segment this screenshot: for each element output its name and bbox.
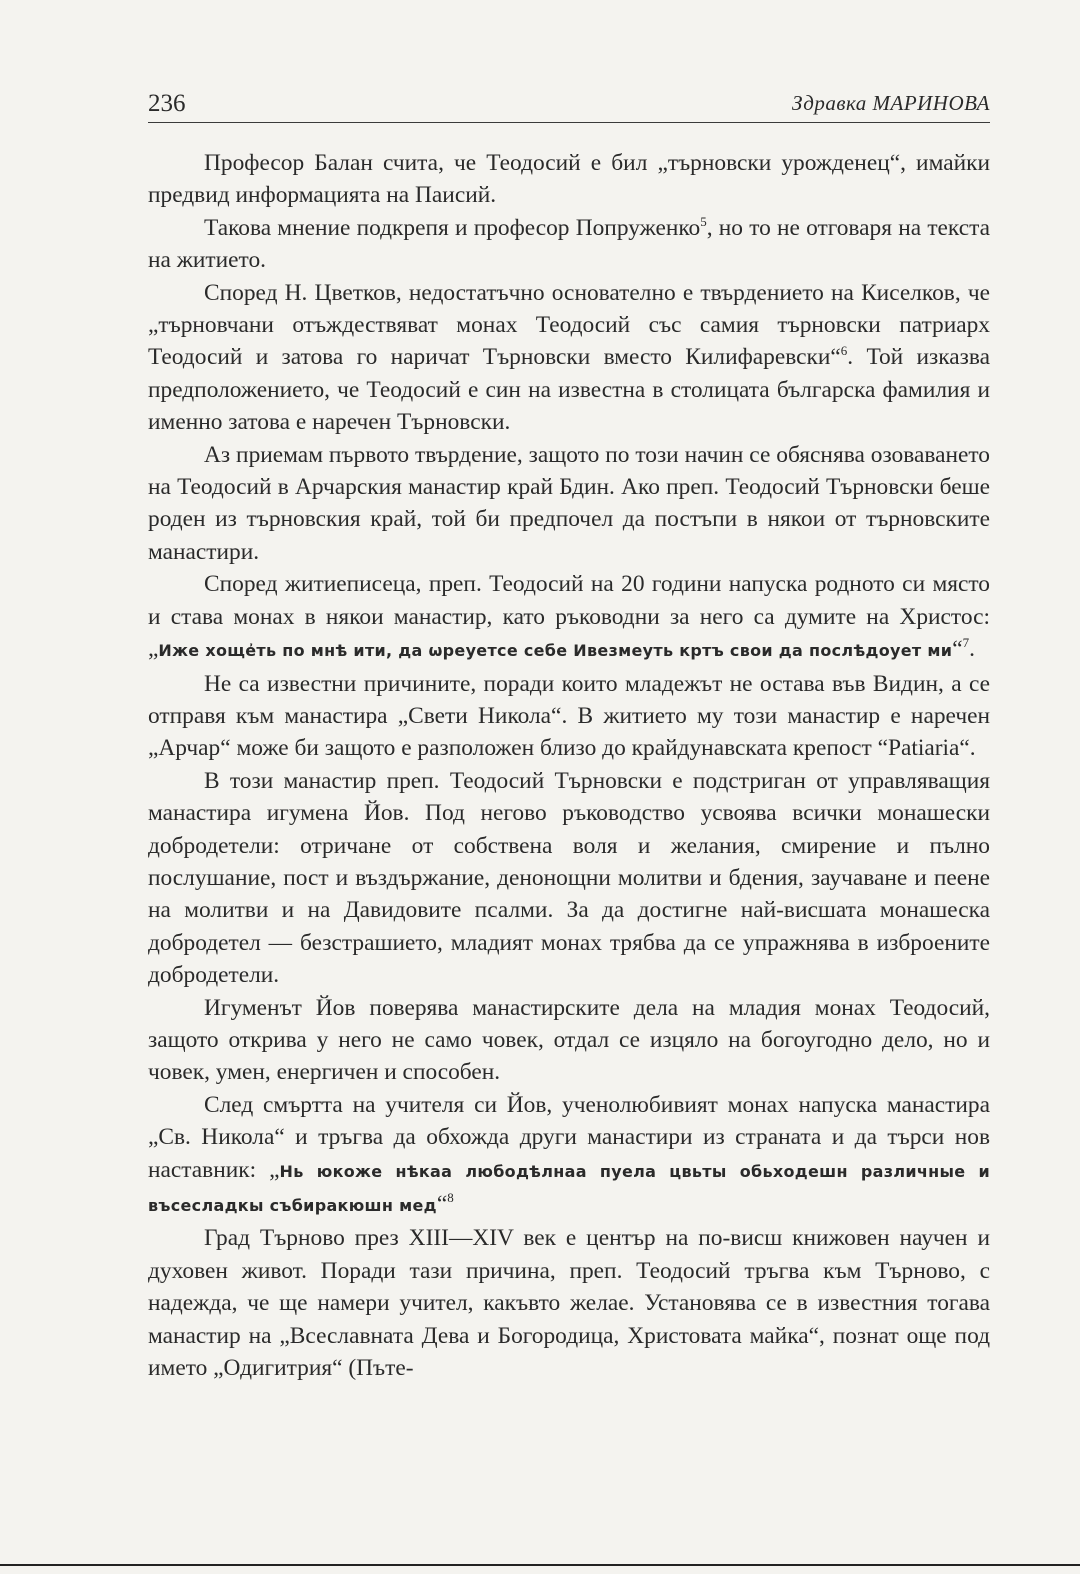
old-slavonic-quote: Нь юкоже нѣкаа любодѣлнаа пуела цвьты обьходешн различные и въсесладкы събиракюшн мед <box>148 1161 991 1215</box>
footnote-ref: 7 <box>962 635 970 651</box>
paragraph: След смъртта на учителя си Йов, ученолюбивият монах напуска манастира „Св. Никола“ и тръгва да обхожда други манастири из страната и да търси нов наставник: „Нь юкоже нѣкаа любодѣлнаа пуела цвьты обьходешн различные и въсесладкы събиракюшн мед“$^8$ <box>148 1091 991 1217</box>
paragraph: Аз приемам първото твърдение, защото по този начин се обяснява озоваването на Теодосий в Арчарския манастир край Бдин. Ако преп. Теодосий Търновски беше роден из търновския край, той би предпочел да постъпи в някои от търновските манастири. <box>148 441 990 565</box>
page-number: 236 <box>148 90 186 117</box>
paragraph: Град Търново през XIII—XIV век е център на по-висш книжовен научен и духовен живот. Поради тази причина, преп. Теодосий тръгва към Търново, с надежда, че ще намери учител, какъвто желае. Установява се в известния тогава манастир на „Всеславната Дева и Богородица, Христовата майка“, познат още под името „Одигитрия“ (Пъте- <box>148 1225 990 1382</box>
paragraph: Такова мнение подкрепя и професор Попруженко$^5$, но то не отговаря на текста на житието. <box>148 213 990 274</box>
page-bottom-edge <box>0 1564 1080 1566</box>
body-text <box>148 147 990 1384</box>
paragraph: Не са известни причините, поради които младежът не остава във Видин, а се отправя към манастира „Свети Никола“. В житието му този манастир е наречен „Арчар“ може би защото е разположен близо до крайдунавската крепост “Patiaria“. <box>148 670 990 762</box>
paragraph: В този манастир преп. Теодосий Търновски е подстриган от управляващия манастира игумена Йов. Под негово ръководство усвоява всички монашески добродетели: отричане от собствена воля и желания, смирение и пълно послушание, пост и въздържание, денонощни молитви и бдения, заучаване и пеене на молитви и на Давидовите псалми. За да достигне най-висшата монашеска добродетел — безстрашието, младият монах трябва да се упражнява в изброените добродетели. <box>148 767 990 989</box>
paragraph: Игуменът Йов поверява манастирските дела на младия монах Теодосий, защото открива у него не само човек, отдал се изцяло на богоугодно дело, но и човек, умен, енергичен и способен. <box>148 994 990 1086</box>
page-header <box>148 88 990 123</box>
footnote-ref: 8 <box>447 1190 454 1205</box>
footnote-ref: 6 <box>840 343 848 359</box>
paragraph: Според Н. Цветков, недостатъчно основателно е твърдението на Киселков, че „търновчани отъждествяват монах Теодосий със самия търновски патриарх Теодосий и затова го наричат Търновски вместо Килифаревски“$^6$. Той изказва предположението, че Теодосий е син на известна в столицата българска фамилия и именно затова е наречен Търновски. <box>148 279 991 436</box>
old-slavonic-quote: Иже хоще҆ть по мнѣ ити, да ѡреуетсе себе Ивезмеуть кртъ свои да послѣдоует ми <box>158 641 953 661</box>
paragraph: Според житиеписеца, преп. Теодосий на 20 години напуска родното си място и става монах в някои манастир, като ръководни за него са думите на Христос: „Иже хоще҆ть по мнѣ ити, да ѡреуетсе себе Ивезмеуть кртъ свои да послѣдоует ми“$^7$. <box>148 571 990 663</box>
running-head-author: Здравка МАРИНОВА <box>792 91 990 115</box>
footnote-ref: 5 <box>700 213 707 229</box>
paragraph: Професор Балан счита, че Теодосий е бил „търновски урожденец“, имайки предвид информацията на Паисий. <box>148 150 990 209</box>
